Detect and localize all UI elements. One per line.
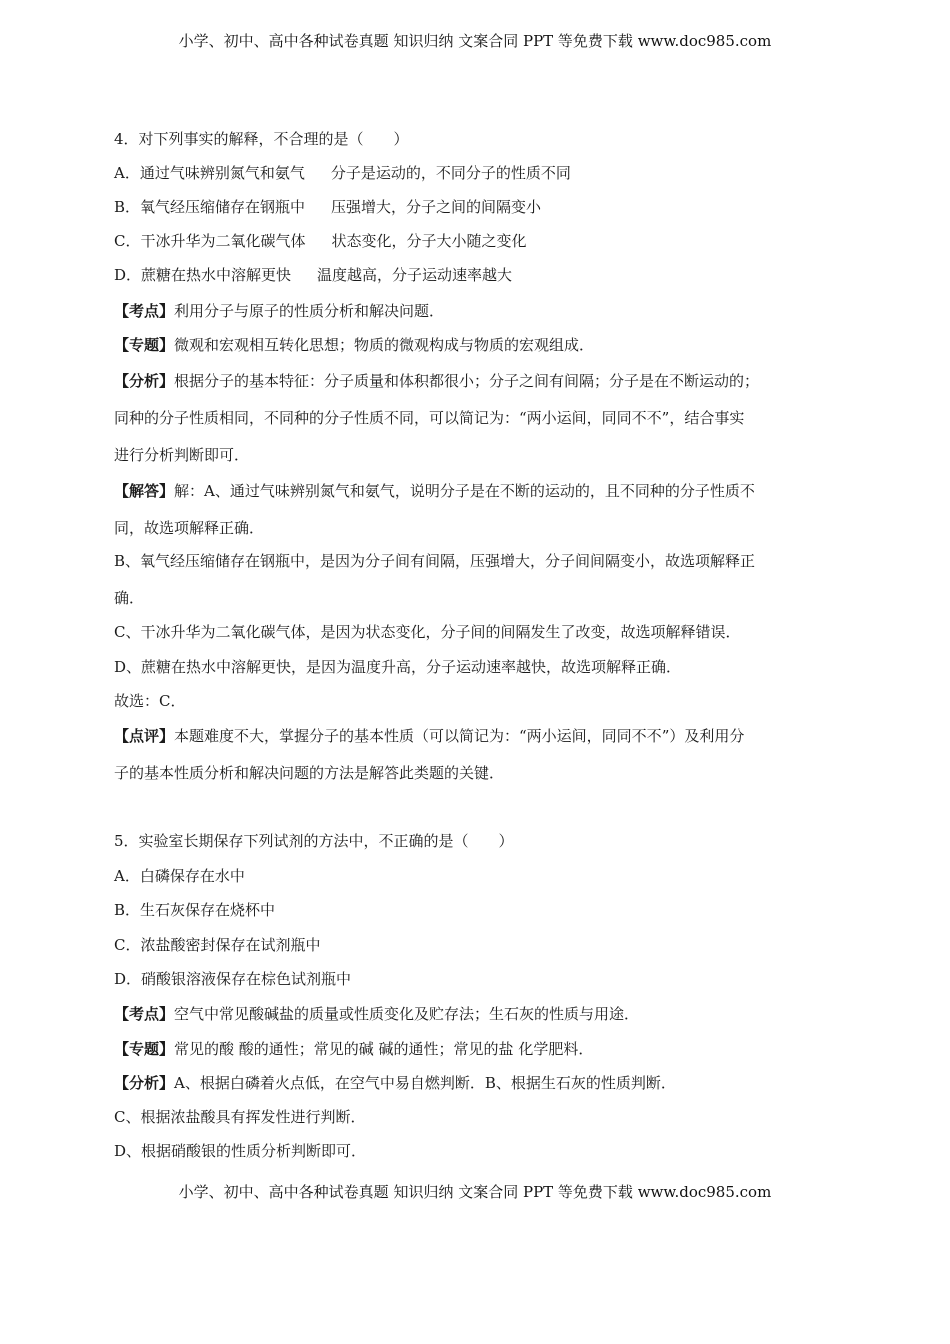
q4-fenxi xyxy=(114,370,759,392)
q4-jieda-line-4: 确． xyxy=(114,589,145,607)
q5-kaodian-text: 空气中常见酸碱盐的质量或性质变化及贮存法；生石灰的性质与用途． xyxy=(174,1005,640,1023)
q4-fenxi-line-1: 根据分子的基本特征：分子质量和体积都很小；分子之间有间隔；分子是在不断运动的； xyxy=(174,372,760,390)
q5-fenxi-line-3: D、根据硝酸银的性质分析判断即可． xyxy=(114,1142,367,1160)
q4-zhuanti-tag: 【专题】 xyxy=(114,336,175,354)
q5-fenxi-tag: 【分析】 xyxy=(114,1074,175,1092)
q4-dianping-line-1: 本题难度不大，掌握分子的基本性质（可以简记为：“两小运间，同同不不”）及利用分 xyxy=(174,727,745,745)
q5-option-b: B．生石灰保存在烧杯中 xyxy=(114,901,276,919)
q5-fenxi xyxy=(114,1072,676,1094)
q5-stem: 5．实验室长期保存下列试剂的方法中，不正确的是（ ） xyxy=(114,832,514,850)
q4-zhuanti xyxy=(114,334,594,356)
q4-option-a-fact: A．通过气味辨别氮气和氨气 xyxy=(114,164,305,182)
q5-option-a: A．白磷保存在水中 xyxy=(114,867,245,885)
q4-stem: 4．对下列事实的解释，不合理的是（ ） xyxy=(114,130,409,148)
q4-jieda-line-1: 解：A、通过气味辨别氮气和氨气，说明分子是在不断的运动的，且不同种的分子性质不 xyxy=(174,482,755,500)
q4-option-a-reason: 分子是运动的，不同分子的性质不同 xyxy=(330,164,571,182)
q4-option-d xyxy=(114,264,512,286)
q4-kaodian-tag: 【考点】 xyxy=(114,302,175,320)
q5-zhuanti-text: 常见的酸 酸的通性；常见的碱 碱的通性；常见的盐 化学肥料． xyxy=(174,1040,594,1058)
q5-option-d: D．硝酸银溶液保存在棕色试剂瓶中 xyxy=(114,970,352,988)
q4-option-d-fact: D．蔗糖在热水中溶解更快 xyxy=(114,266,292,284)
q4-option-c-reason: 状态变化，分子大小随之变化 xyxy=(331,232,527,250)
q5-fenxi-line-1: A、根据白磷着火点低，在空气中易自燃判断．B、根据生石灰的性质判断． xyxy=(174,1074,676,1092)
q4-fenxi-tag: 【分析】 xyxy=(114,372,175,390)
q4-kaodian xyxy=(114,300,444,322)
q4-jieda-line-3: B、氧气经压缩储存在钢瓶中，是因为分子间有间隔，压强增大，分子间间隔变小，故选项解释正 xyxy=(114,552,756,570)
q4-dianping-tag: 【点评】 xyxy=(114,727,175,745)
footer-banner: 小学、初中、高中各种试卷真题 知识归纳 文案合同 PPT 等免费下载 www.doc985.com xyxy=(178,1183,772,1201)
q4-fenxi-line-3: 进行分析判断即可． xyxy=(114,446,250,464)
q4-option-d-reason: 温度越高，分子运动速率越大 xyxy=(317,266,513,284)
q4-zhuanti-text: 微观和宏观相互转化思想；物质的微观构成与物质的宏观组成． xyxy=(174,336,595,354)
q4-option-b-reason: 压强增大，分子之间的间隔变小 xyxy=(331,198,542,216)
q4-dianping-line-2: 子的基本性质分析和解决问题的方法是解答此类题的关键． xyxy=(114,764,505,782)
q5-zhuanti-tag: 【专题】 xyxy=(114,1040,175,1058)
q4-jieda-tag: 【解答】 xyxy=(114,482,175,500)
q4-option-c-fact: C．干冰升华为二氧化碳气体 xyxy=(114,232,306,250)
q5-option-c: C．浓盐酸密封保存在试剂瓶中 xyxy=(114,936,321,954)
q4-jieda-line-2: 同，故选项解释正确． xyxy=(114,519,265,537)
q5-zhuanti xyxy=(114,1038,593,1060)
q4-jieda-line-5: C、干冰升华为二氧化碳气体，是因为状态变化，分子间的间隔发生了改变，故选项解释错误． xyxy=(114,623,741,641)
q4-jieda-line-7: 故选：C． xyxy=(114,692,186,710)
header-banner: 小学、初中、高中各种试卷真题 知识归纳 文案合同 PPT 等免费下载 www.doc985.com xyxy=(178,32,772,50)
q4-option-b xyxy=(114,196,541,218)
q5-kaodian-tag: 【考点】 xyxy=(114,1005,175,1023)
q4-option-c xyxy=(114,230,527,252)
q4-jieda xyxy=(114,480,755,502)
q4-kaodian-text: 利用分子与原子的性质分析和解决问题． xyxy=(174,302,445,320)
q5-fenxi-line-2: C、根据浓盐酸具有挥发性进行判断． xyxy=(114,1108,366,1126)
q4-option-b-fact: B．氧气经压缩储存在钢瓶中 xyxy=(114,198,306,216)
q5-kaodian xyxy=(114,1003,639,1025)
q4-jieda-line-6: D、蔗糖在热水中溶解更快，是因为温度升高，分子运动速率越快，故选项解释正确． xyxy=(114,658,682,676)
q4-dianping xyxy=(114,725,744,747)
q4-option-a xyxy=(114,162,571,184)
q4-fenxi-line-2: 同种的分子性质相同，不同种的分子性质不同，可以简记为：“两小运间，同同不不”，结合事实 xyxy=(114,409,745,427)
